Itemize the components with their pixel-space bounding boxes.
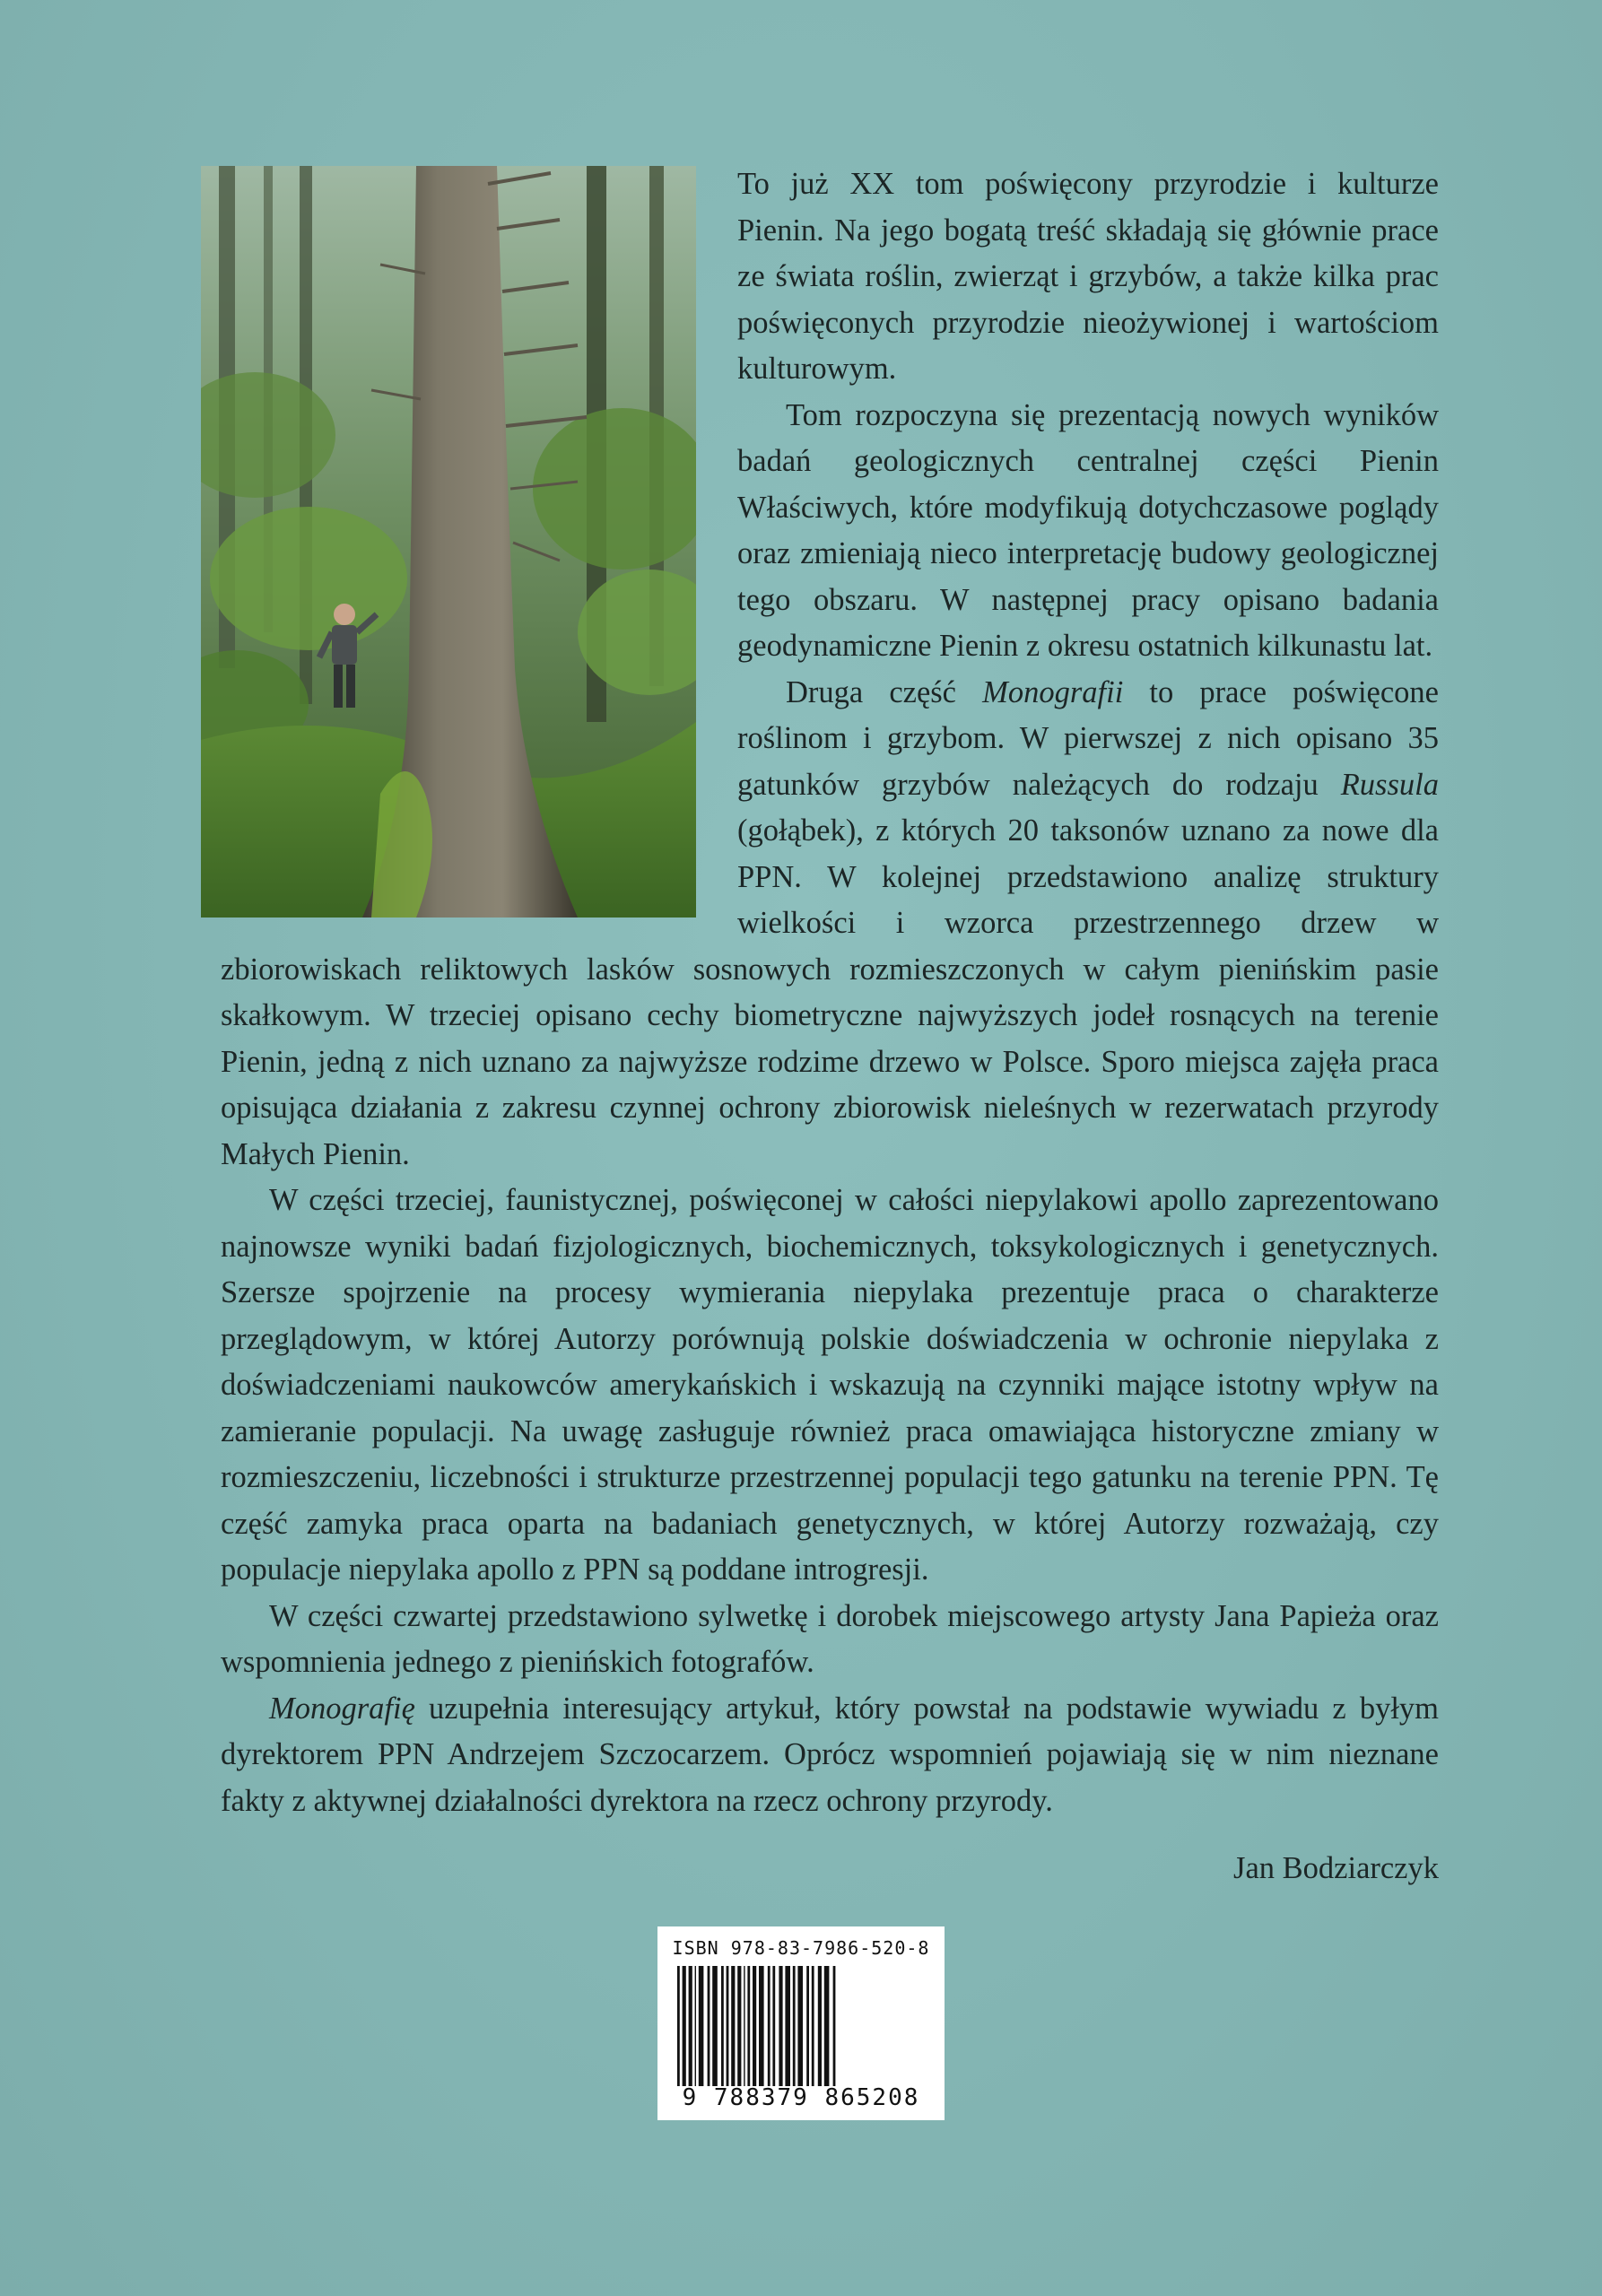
barcode-bar (818, 1966, 822, 2086)
text-segment: (gołąbek), z których 20 taksonów uznano za nowe dla PPN. W kolejnej przedstawiono analizę struktury wielkości i wzorca przestrzennego drzew w zbiorowiskach reliktowych lasków sosnowych rozmieszczonych w całym pienińskim pasie skałkowym. W trzeciej opisano cechy biometryczne najwyższych jodeł rosnących na terenie Pienin, jedną z nich uznano za najwyższe rodzime drzewo w Polsce. Sporo miejsca zajęła praca opisująca działania z zakresu czynnej ochrony zbiorowisk nieleśnych w rezerwatach przyrody Małych Pienin. (221, 813, 1439, 1171)
barcode-bar (712, 1966, 718, 2086)
isbn-label: ISBN 978-83-7986-520-8 (672, 1937, 930, 1959)
italic-term: Monografię (269, 1691, 415, 1726)
text-segment: Druga część (786, 674, 983, 709)
barcode-bar (737, 1966, 741, 2086)
author-signature: Jan Bodziarczyk (1233, 1851, 1439, 1885)
ean-digits: 9 788379 865208 (682, 2084, 920, 2111)
barcode-bar (683, 1966, 686, 2086)
text-segment: to prace poświęcone roślinom i grzybom. W pierwszej z nich opisano 35 gatunków grzybów należących do rodzaju (737, 674, 1439, 802)
barcode-bar (689, 1966, 692, 2086)
blurb-paragraph (221, 1594, 1439, 1686)
barcode-icon (677, 1966, 925, 2086)
text-segment: To już XX tom poświęcony przyrodzie i kulturze Pienin. Na jego bogatą treść składają się głównie prace ze świata roślin, zwierząt i grzybów, a także kilka prac poświęconych przyrodzie nieożywionej i wartościom kulturowym. (737, 167, 1439, 386)
italic-term: Monografii (982, 674, 1124, 709)
barcode-bar (721, 1966, 724, 2086)
barcode-bar (785, 1966, 790, 2086)
barcode-bar (797, 1966, 803, 2086)
isbn-barcode (657, 1926, 945, 2120)
barcode-bar (708, 1966, 710, 2086)
barcode-bar (793, 1966, 796, 2086)
blurb-text (221, 161, 1439, 1892)
barcode-bar (759, 1966, 764, 2086)
barcode-bar (833, 1966, 836, 2086)
text-segment: uzupełnia interesujący artykuł, który powstał na podstawie wywiadu z byłym dyrektorem PPN Andrzejem Szczocarzem. Oprócz wspomnień pojawiają się w nim nieznane fakty z aktywnej działalności dyrektora na rzecz ochrony przyrody. (221, 1691, 1439, 1818)
barcode-bar (806, 1966, 809, 2086)
barcode-bar (699, 1966, 704, 2086)
italic-term: Russula (1340, 767, 1439, 802)
text-segment: Tom rozpoczyna się prezentacją nowych wyników badań geologicznych centralnej części Pienin Właściwych, które modyfikują dotychczasowe poglądy oraz zmieniają nieco interpretację budowy geologicznej tego obszaru. W następnej pracy opisano badania geodynamiczne Pienin z okresu ostatnich kilkunastu lat. (737, 397, 1439, 663)
text-segment: W części czwartej przedstawiono sylwetkę i dorobek miejscowego artysty Jana Papieża oraz wspomnienia jednego z pienińskich fotografów. (221, 1598, 1439, 1679)
text-segment: W części trzeciej, faunistycznej, poświęconej w całości niepylakowi apollo zaprezentowano najnowsze wyniki badań fizjologicznych, biochemicznych, toksykologicznych i genetycznych. Szersze spojrzenie na procesy wymierania niepylaka prezentuje praca o charakterze przeglądowym, w której Autorzy porównują polskie doświadczenia w ochronie niepylaka z doświadczeniami naukowców amerykańskich i wskazują na czynniki mające istotny wpływ na zamieranie populacji. Na uwagę zasługuje również praca omawiająca historyczne zmiany w rozmieszczeniu, liczebności i strukturze przestrzennej populacji tego gatunku na terenie PPN. Tę część zamyka praca oparta na badaniach genetycznych, w której Autorzy rozważają, czy populacje niepylaka apollo z PPN są poddane introgresji. (221, 1183, 1439, 1587)
barcode-bar (731, 1966, 735, 2086)
barcode-bar (747, 1966, 750, 2086)
barcode-bar (812, 1966, 814, 2086)
barcode-bar (824, 1966, 830, 2086)
photo-wrap-spacer (221, 161, 737, 924)
barcode-bar (727, 1966, 729, 2086)
barcode-bar (677, 1966, 680, 2086)
barcode-bar (768, 1966, 771, 2086)
barcode-bar (779, 1966, 782, 2086)
blurb-paragraph (221, 1686, 1439, 1825)
barcode-bar (695, 1966, 696, 2086)
blurb-paragraph (221, 1178, 1439, 1594)
barcode-bar (753, 1966, 756, 2086)
barcode-bar (772, 1966, 775, 2086)
